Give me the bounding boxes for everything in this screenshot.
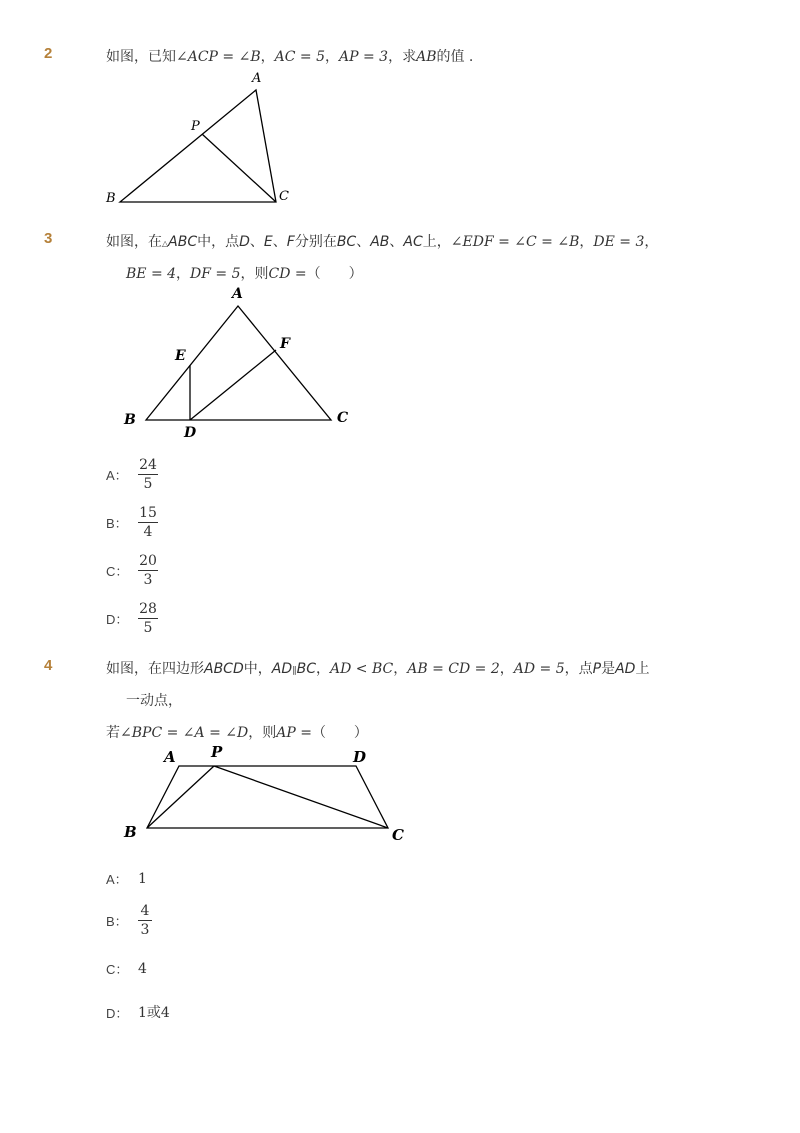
vertex-label: A bbox=[164, 748, 176, 766]
answer-option[interactable]: A： 1 bbox=[106, 870, 147, 887]
fraction: $\frac{20}{3}$ bbox=[139, 553, 157, 588]
question-number: 2 bbox=[44, 45, 53, 62]
fraction: $\frac{4}{3}$ bbox=[138, 903, 152, 938]
question-number: 3 bbox=[44, 230, 53, 247]
triangle-figure bbox=[100, 66, 300, 211]
question-number: 4 bbox=[44, 657, 53, 674]
fraction: $\frac{24}{5}$ bbox=[139, 457, 157, 492]
answer-option[interactable]: D： $\frac{28}{5}$ bbox=[106, 601, 157, 636]
answer-option[interactable]: C： 4 bbox=[106, 960, 147, 977]
vertex-label: D bbox=[184, 425, 197, 441]
vertex-label: C bbox=[337, 410, 349, 426]
question-text: 一动点， bbox=[126, 693, 182, 709]
vertex-label: F bbox=[280, 336, 290, 352]
vertex-label: A bbox=[252, 71, 262, 86]
triangle-figure bbox=[120, 284, 360, 444]
vertex-label: B bbox=[106, 191, 116, 206]
trapezoid-figure bbox=[120, 742, 420, 850]
vertex-label: P bbox=[211, 743, 223, 761]
answer-option[interactable]: D： 1或4 bbox=[106, 1005, 170, 1021]
question-text: BE = 4，DF = 5，则CD =（ ） bbox=[126, 266, 363, 282]
fraction: $\frac{15}{4}$ bbox=[139, 505, 157, 540]
fraction: $\frac{28}{5}$ bbox=[139, 601, 157, 636]
vertex-label: C bbox=[279, 189, 289, 204]
question-text: 如图，在四边形ABCD中，AD∥BC，AD < BC，AB = CD = 2，AD = 5，点P是AD上 bbox=[106, 661, 650, 677]
answer-option[interactable]: A： $\frac{24}{5}$ bbox=[106, 457, 157, 492]
vertex-label: P bbox=[191, 119, 200, 134]
answer-option[interactable]: C： $\frac{20}{3}$ bbox=[106, 553, 157, 588]
question-text: 如图，在△ABC中，点D、E、F分别在BC、AB、AC上，∠EDF = ∠C = ∠B，DE = 3， bbox=[106, 234, 659, 250]
answer-option[interactable]: B： $\frac{15}{4}$ bbox=[106, 505, 157, 540]
vertex-label: D bbox=[353, 748, 367, 766]
vertex-label: B bbox=[124, 412, 136, 428]
answer-option[interactable]: B： $\frac{4}{3}$ bbox=[106, 903, 152, 938]
vertex-label: C bbox=[392, 826, 404, 844]
question-text: 若∠BPC = ∠A = ∠D，则AP =（ ） bbox=[106, 725, 368, 741]
vertex-label: B bbox=[124, 823, 137, 841]
vertex-label: A bbox=[232, 286, 243, 302]
question-text: 如图，已知∠ACP = ∠B，AC = 5，AP = 3，求AB的值 . bbox=[106, 49, 474, 65]
vertex-label: E bbox=[175, 348, 186, 364]
